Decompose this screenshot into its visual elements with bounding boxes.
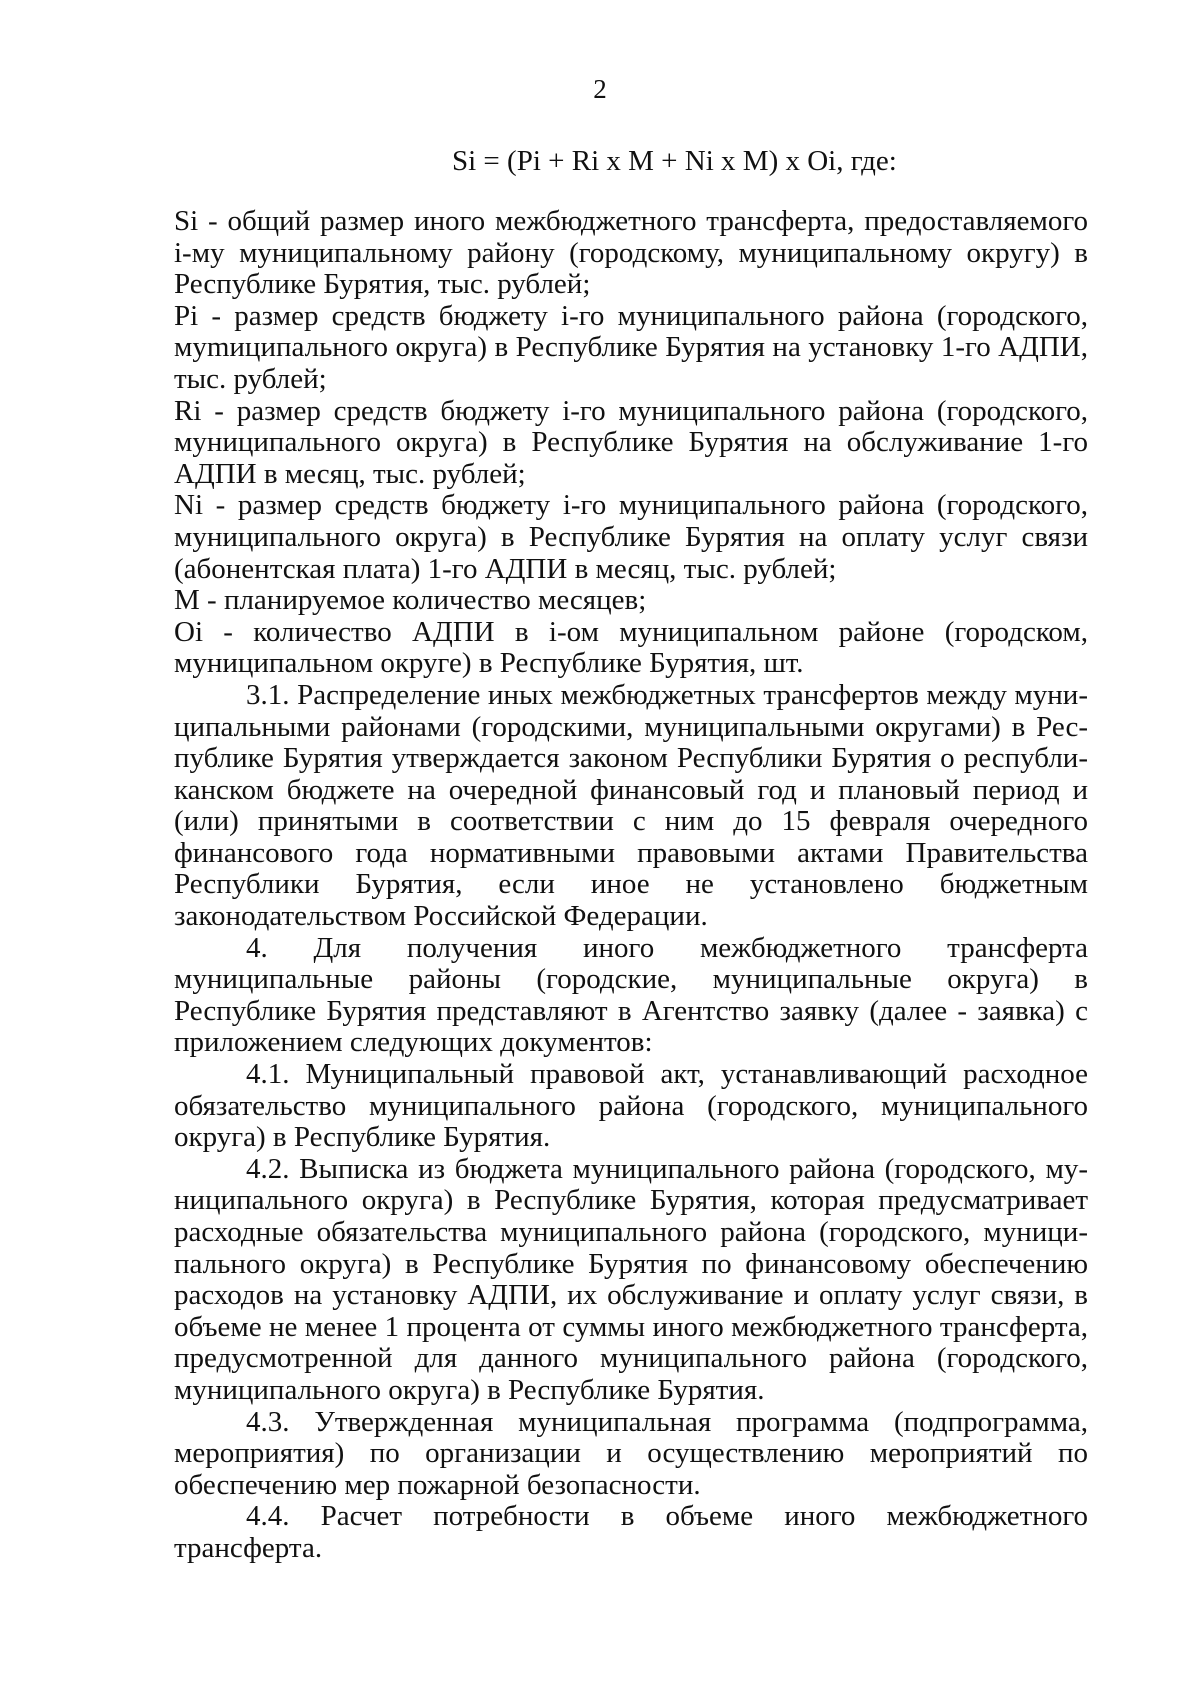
definition-pi: Pi - размер средств бюджету i-го муниципального района (городского, муmиципального округа) в Республике Бурятия на установку 1-го АДПИ, тыс. рублей; [174,299,1088,395]
paragraph-3-1: 3.1. Распределение иных межбюджетных трансфертов между муниципальными районами (городскими, муниципальными округами) в Республике Бурятия утверждается законом Республики Бурятия о республиканском бюджете на очередной финансовый год и плановый период и (или) принятыми в соответствии с ним до 15 февраля очередного финансового года нормативными правовыми актами Правительства Республики Бурятия, если иное не установлено бюджетным законодательством Российской Федерации. [174,678,1088,933]
definition-m: M - планируемое количество месяцев; [174,584,647,617]
definition-ri: Ri - размер средств бюджету i-го муниципального района (городского, муниципального округа) в Республике Бурятия на обслуживание 1-го АДПИ в месяц, тыс. рублей; [174,394,1088,490]
definition-oi: Oi - количество АДПИ в i-ом муниципальном районе (городском, муниципальном округе) в Республике Бурятия, шт. [174,615,1088,680]
definition-si: Si - общий размер иного межбюджетного трансферта, предоставляемого i-му муниципальному району (городскому, муниципальному округу) в Республике Бурятия, тыс. рублей; [174,205,1088,301]
paragraph-4-3: 4.3. Утвержденная муниципальная программа (подпрограмма, мероприятия) по организации и осуществлению мероприятий по обеспечению мер пожарной безопасности. [174,1405,1088,1501]
paragraph-4-4: 4.4. Расчет потребности в объеме иного межбюджетного трансферта. [174,1500,1088,1564]
page-number: 2 [593,74,607,104]
paragraph-4: 4. Для получения иного межбюджетного трансферта муниципальные районы (городские, муниципальные округа) в Республике Бурятия представляют в Агентство заявку (далее - заявка) с приложением следующих документов: [174,931,1088,1059]
paragraph-4-2: 4.2. Выписка из бюджета муниципального района (городского, муниципального округа) в Республике Бурятия, которая предусматривает расходные обязательства муниципального района (городского, муниципального округа) в Республике Бурятия по финансовому обеспечению расходов на установку АДПИ, их обслуживание и оплату услуг связи, в объеме не менее 1 процента от суммы иного межбюджетного трансферта, предусмотренной для данного муниципального района (городского, муниципального округа) в Республике Бурятия. [174,1152,1088,1406]
document-body [174,206,1088,1565]
formula: Si = (Pi + Ri x M + Ni x M) x Oi, где: [452,145,897,177]
paragraph-4-1: 4.1. Муниципальный правовой акт, устанавливающий расходное обязательство муниципального района (городского, муниципального округа) в Республике Бурятия. [174,1058,1088,1154]
definition-ni: Ni - размер средств бюджету i-го муниципального района (городского, муниципального округа) в Республике Бурятия на оплату услуг связи (абонентская плата) 1-го АДПИ в месяц, тыс. рублей; [174,489,1088,585]
